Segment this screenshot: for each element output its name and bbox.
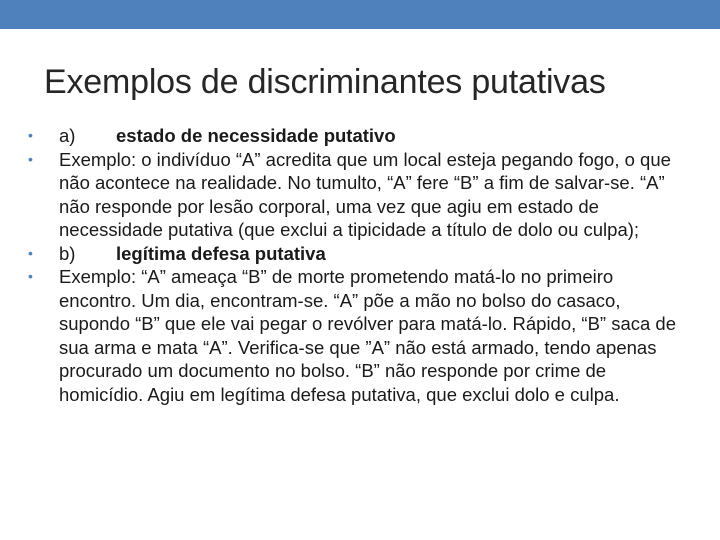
list-item: [28, 242, 688, 266]
item-marker: a): [59, 125, 76, 146]
bullet-icon: •: [28, 127, 33, 143]
list-item: [28, 148, 688, 242]
item-heading: estado de necessidade putativo: [116, 125, 396, 146]
item-heading: legítima defesa putativa: [116, 242, 326, 264]
content-list: [28, 124, 688, 406]
slide-title: Exemplos de discriminantes putativas: [44, 63, 606, 101]
bullet-icon: •: [28, 244, 33, 261]
list-item: [28, 124, 688, 148]
top-accent-bar: [0, 0, 720, 29]
item-marker: b): [59, 242, 76, 264]
list-item: [28, 265, 688, 406]
item-text: Exemplo: “A” ameaça “B” de morte prometendo matá-lo no primeiro encontro. Um dia, encontram-se. “A” põe a mão no bolso do casaco, supondo “B” que ele vai pegar o revólver para matá-lo. Rápido, “B” saca de sua arma e mata “A”. Verifica-se que ”A” não está armado, tendo apenas procurado um documento no bolso. “B” não responde por crime de homicídio. Agiu em legítima defesa putativa, que exclui dolo e culpa.: [59, 266, 677, 405]
bullet-icon: •: [28, 268, 33, 284]
bullet-icon: •: [28, 150, 33, 167]
item-text: Exemplo: o indivíduo “A” acredita que um local esteja pegando fogo, o que não acontece na realidade. No tumulto, “A” fere “B” a fim de salvar-se. “A” não responde por lesão corporal, uma vez que agiu em estado de necessidade putativa (que exclui a tipicidade a título de dolo ou culpa);: [59, 148, 671, 240]
